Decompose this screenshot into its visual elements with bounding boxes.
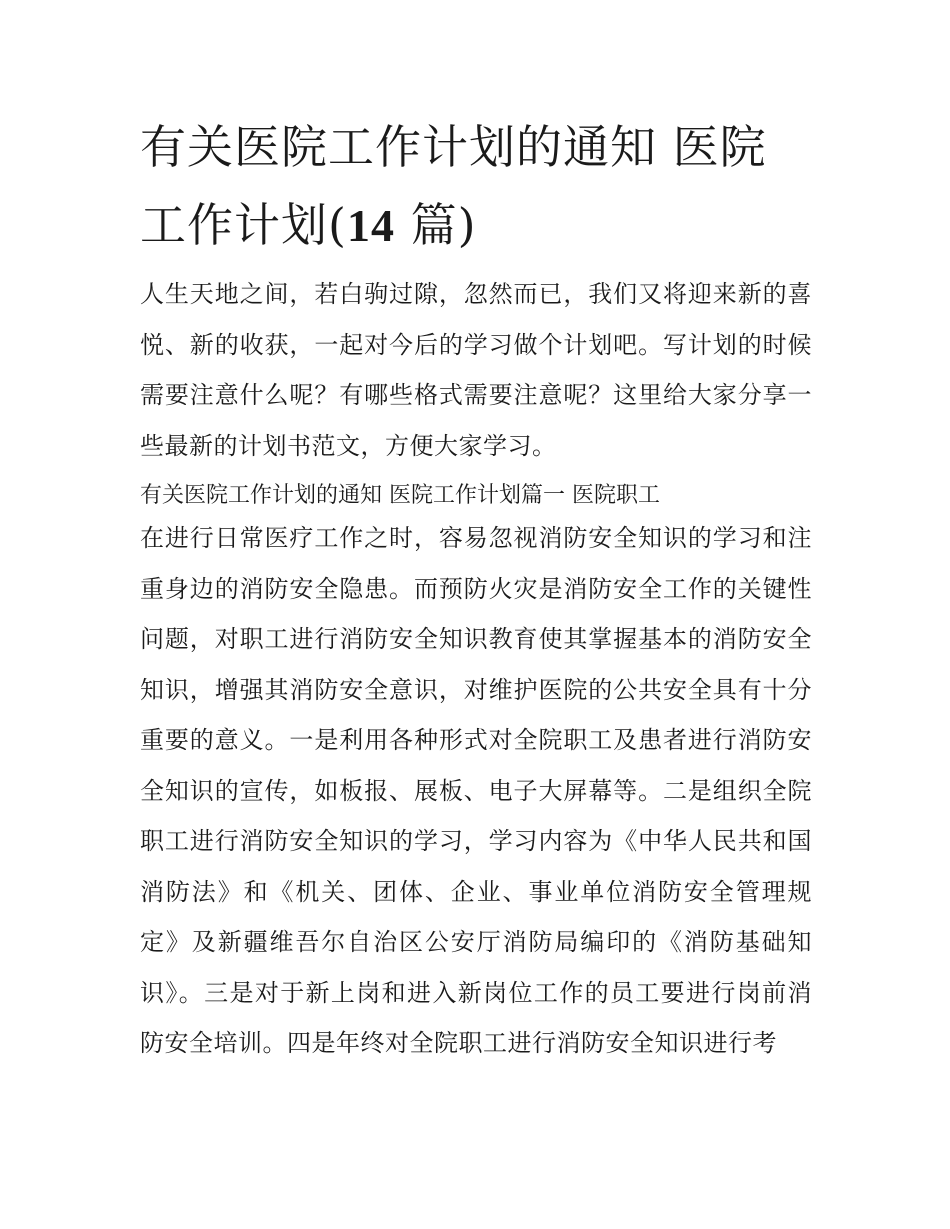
title-count: 14 — [346, 200, 395, 251]
title-text: 有关医院工作计划的通知 医院工作计划( — [140, 120, 767, 252]
section-heading: 有关医院工作计划的通知 医院工作计划篇一 医院职工 — [140, 483, 660, 508]
title-suffix: 篇) — [394, 198, 477, 252]
document-title — [140, 108, 812, 265]
intro-paragraph: 人生天地之间，若白驹过隙，忽然而已，我们又将迎来新的喜悦、新的收获，一起对今后的学习做个计划吧。写计划的时候需要注意什么呢？有哪些格式需要注意呢？这里给大家分享一些最新的计划书范文，方便大家学习。 — [140, 280, 812, 460]
body-paragraph: 在进行日常医疗工作之时，容易忽视消防安全知识的学习和注重身边的消防安全隐患。而预防火灾是消防安全工作的关键性问题，对职工进行消防安全知识教育使其掌握基本的消防安全知识，增强其消防安全意识，对维护医院的公共安全具有十分重要的意义。一是利用各种形式对全院职工及患者进行消防安全知识的宣传，如板报、展板、电子大屏幕等。二是组织全院职工进行消防安全知识的学习，学习内容为《中华人民共和国消防法》和《机关、团体、企业、事业单位消防安全管理规定》及新疆维吾尔自治区公安厅消防局编印的《消防基础知识》。三是对于新上岗和进入新岗位工作的员工要进行岗前消防安全培训。四是年终对全院职工进行消防安全知识进行考 — [140, 524, 812, 1057]
document-page — [140, 108, 812, 1069]
